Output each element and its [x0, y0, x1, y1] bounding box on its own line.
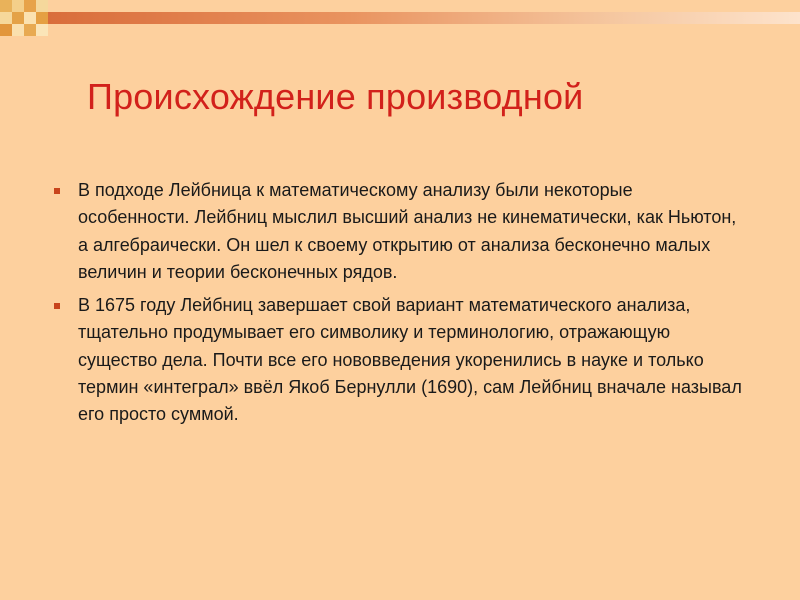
- bullet-item: [54, 292, 744, 428]
- square-bullet-icon: [54, 303, 60, 309]
- decoration-square: [24, 0, 36, 12]
- bullet-text: В 1675 году Лейбниц завершает свой вариант математического анализа, тщательно продумывает его символику и терминологию, отражающую существо дела. Почти все его нововведения укоренились в науке и только термин «интеграл» ввёл Якоб Бернулли (1690), сам Лейбниц вначале называл его просто суммой.: [78, 295, 742, 425]
- decoration-square: [12, 0, 24, 12]
- bullet-item: [54, 177, 744, 286]
- decoration-square: [24, 24, 36, 36]
- bullet-text: В подходе Лейбница к математическому анализу были некоторые особенности. Лейбниц мыслил высший анализ не кинематически, как Ньютон, а алгебраически. Он шел к своему открытию от анализа бесконечно малых величин и теории бесконечных рядов.: [78, 180, 737, 282]
- decoration-square: [0, 12, 12, 24]
- square-bullet-icon: [54, 188, 60, 194]
- decoration-square: [24, 12, 36, 24]
- decoration-square: [0, 24, 12, 36]
- decoration-square: [36, 0, 48, 12]
- decoration-square: [0, 0, 12, 12]
- bullet-list: [54, 177, 744, 435]
- slide-title: Происхождение производной: [87, 76, 584, 117]
- decoration-square: [12, 24, 24, 36]
- decoration-square: [12, 12, 24, 24]
- decoration-square: [36, 24, 48, 36]
- decoration-square: [36, 12, 48, 24]
- header-gradient-bar: [48, 12, 800, 24]
